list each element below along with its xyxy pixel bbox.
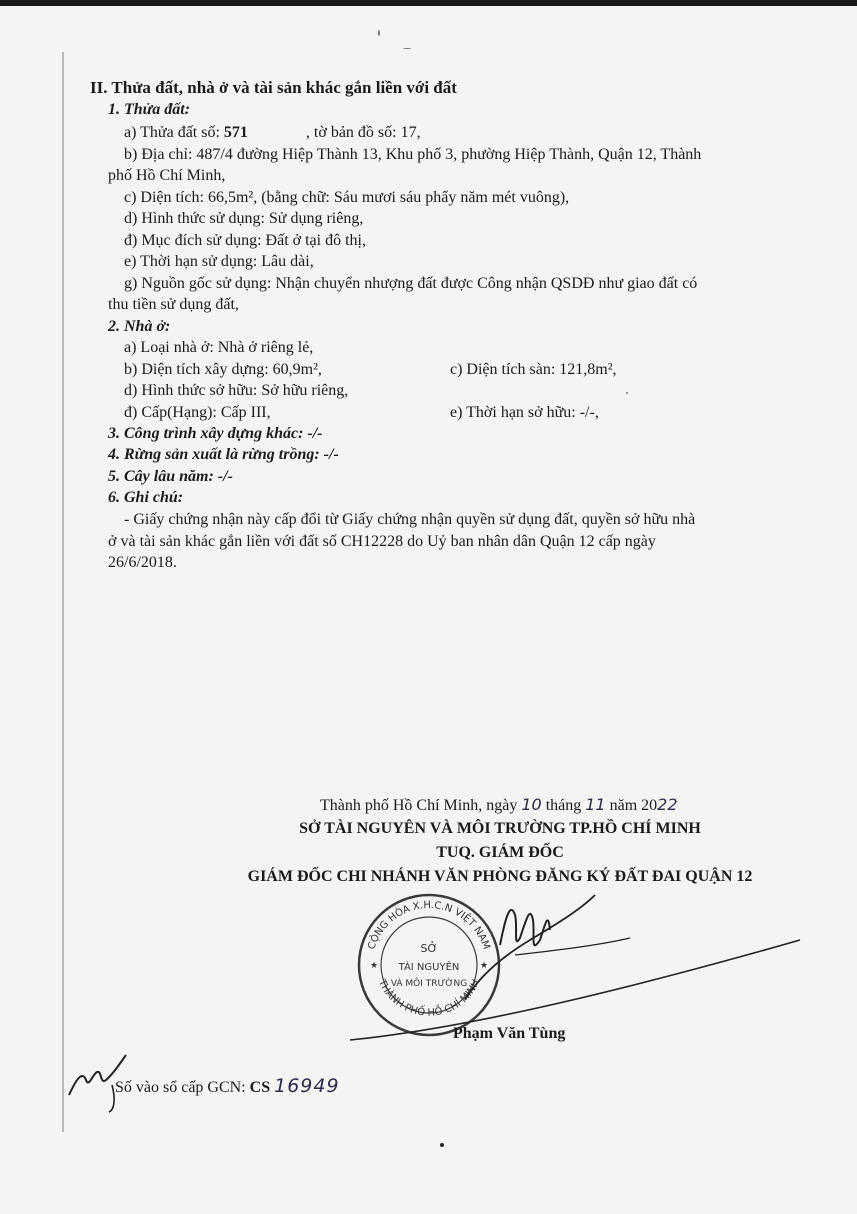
house-grade: đ) Cấp(Hạng): Cấp III, xyxy=(124,404,271,421)
stamp-line-3: VÀ MÔI TRƯỜNG xyxy=(390,979,468,989)
floor-area: c) Diện tích sàn: 121,8m², xyxy=(450,361,617,378)
origin-line-1: g) Nguồn gốc sử dụng: Nhận chuyển nhượng đất được Công nhận QSDĐ như giao đất có xyxy=(124,275,698,292)
stamp-line-2: TÀI NGUYÊN xyxy=(398,962,460,973)
notes-line-1: - Giấy chứng nhận này cấp đổi từ Giấy chứng nhận quyền sử dụng đất, quyền sở hữu nhà xyxy=(124,511,696,528)
date-prefix: Thành phố Hồ Chí Minh, ngày xyxy=(320,797,522,814)
scan-speck xyxy=(403,48,411,49)
left-margin-line xyxy=(62,52,64,1132)
land-heading: 1. Thửa đất: xyxy=(108,101,191,118)
notes-heading: 6. Ghi chú: xyxy=(108,489,184,506)
duration-line: e) Thời hạn sử dụng: Lâu dài, xyxy=(124,253,314,270)
registry-line xyxy=(115,1075,340,1097)
year-prefix: năm 20 xyxy=(605,797,658,814)
date-year-suffix: 22 xyxy=(657,795,678,814)
date-day: 10 xyxy=(521,795,542,814)
on-behalf: TUQ. GIÁM ĐỐC xyxy=(436,844,564,861)
svg-text:★: ★ xyxy=(480,961,489,971)
notes-line-2: ở và tài sản khác gắn liền với đất số CH12228 do Uỷ ban nhân dân Quận 12 cấp ngày xyxy=(108,533,656,550)
signature-icon xyxy=(330,880,810,1050)
registry-number: 16949 xyxy=(274,1075,340,1097)
registry-label: Số vào sổ cấp GCN: xyxy=(115,1079,250,1096)
purpose-line: đ) Mục đích sử dụng: Đất ở tại đô thị, xyxy=(124,232,366,249)
scan-speck xyxy=(378,30,380,36)
notes-line-3: 26/6/2018. xyxy=(108,554,177,571)
origin-line-2: thu tiền sử dụng đất, xyxy=(108,296,239,313)
area-line: c) Diện tích: 66,5m², (bằng chữ: Sáu mươi sáu phẩy năm mét vuông), xyxy=(124,189,570,206)
house-heading: 2. Nhà ở: xyxy=(108,318,171,335)
address-line-1: b) Địa chỉ: 487/4 đường Hiệp Thành 13, Khu phố 3, phường Hiệp Thành, Quận 12, Thành xyxy=(124,146,702,163)
scan-speck xyxy=(440,1143,444,1147)
ownership-form: d) Hình thức sở hữu: Sở hữu riêng, xyxy=(124,382,349,399)
issue-date xyxy=(320,795,678,815)
signer-position: GIÁM ĐỐC CHI NHÁNH VĂN PHÒNG ĐĂNG KÝ ĐẤT ĐAI QUẬN 12 xyxy=(247,868,753,885)
registry-prefix: CS xyxy=(249,1079,271,1096)
forest-line: 4. Rừng sản xuất là rừng trồng: -/- xyxy=(108,446,339,463)
stamp-outer-bottom: THÀNH PHỐ HỒ CHÍ MINH xyxy=(375,977,483,1019)
build-area: b) Diện tích xây dựng: 60,9m², xyxy=(124,361,322,378)
address-line-2: phố Hồ Chí Minh, xyxy=(108,167,226,184)
svg-text:★: ★ xyxy=(370,961,379,971)
map-sheet: , tờ bản đồ số: 17, xyxy=(305,124,421,141)
use-form-line: d) Hình thức sử dụng: Sử dụng riêng, xyxy=(124,210,364,227)
top-border xyxy=(0,0,857,6)
section-title: II. Thửa đất, nhà ở và tài sản khác gắn liền với đất xyxy=(90,78,457,97)
stamp-line-1: SỞ xyxy=(420,942,438,955)
scan-speck xyxy=(626,392,628,394)
parcel-prefix: a) Thửa đất số: xyxy=(124,124,224,141)
other-works: 3. Công trình xây dựng khác: -/- xyxy=(108,425,323,442)
parcel-number: 571 xyxy=(223,124,248,141)
house-type: a) Loại nhà ở: Nhà ở riêng lẻ, xyxy=(124,339,314,356)
signer-name: Phạm Văn Tùng xyxy=(453,1025,566,1042)
agency-name: SỞ TÀI NGUYÊN VÀ MÔI TRƯỜNG TP.HỒ CHÍ MINH xyxy=(299,820,701,837)
month-prefix: tháng xyxy=(541,797,586,814)
parcel-line xyxy=(124,124,421,142)
ownership-term: e) Thời hạn sở hữu: -/-, xyxy=(450,404,599,421)
date-month: 11 xyxy=(585,795,606,814)
trees-line: 5. Cây lâu năm: -/- xyxy=(108,468,233,485)
stamp-outer-top: CỘNG HÒA X.H.C.N VIỆT NAM xyxy=(366,899,492,951)
